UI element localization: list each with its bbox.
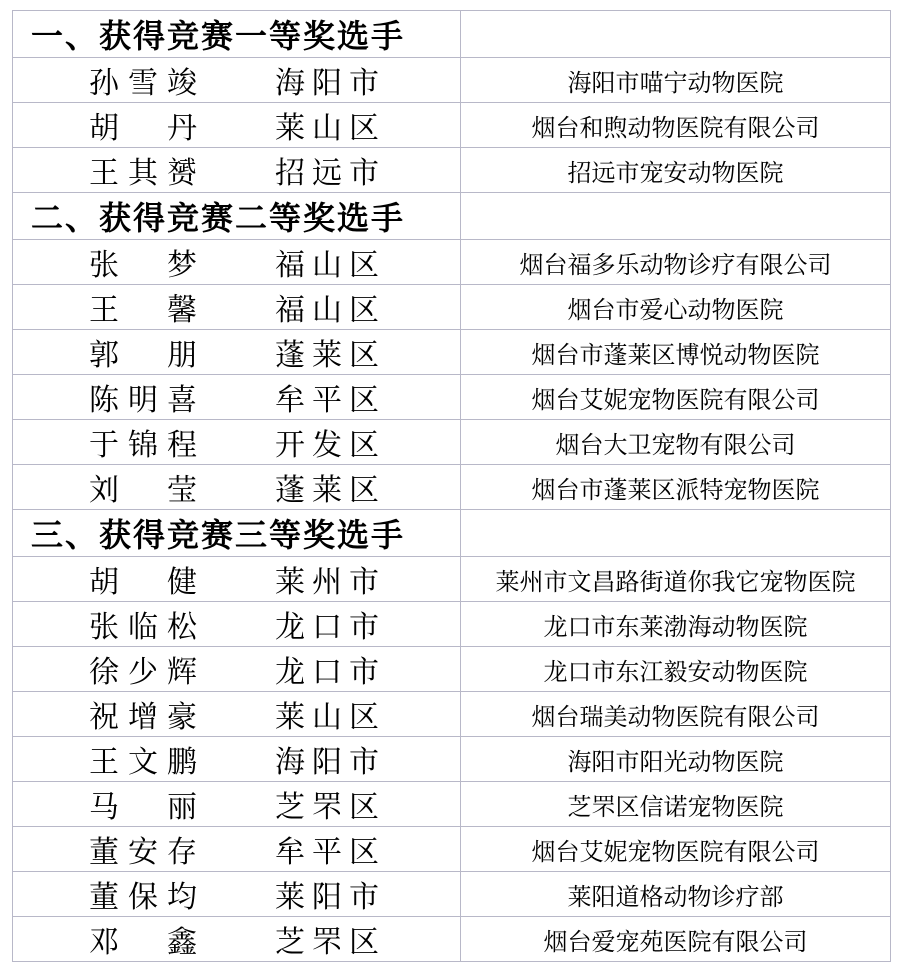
person-cell xyxy=(13,647,461,692)
winner-region: 海阳市 xyxy=(275,66,379,101)
winner-name: 祝增豪 xyxy=(89,700,197,735)
empty-cell xyxy=(461,193,891,240)
winner-region: 福山区 xyxy=(275,248,379,283)
winner-name: 董保均 xyxy=(89,880,197,915)
winner-organization: 烟台大卫宠物有限公司 xyxy=(461,420,891,465)
table-row xyxy=(13,285,891,330)
winner-organization: 烟台艾妮宠物医院有限公司 xyxy=(461,375,891,420)
section-title: 二、获得竞赛二等奖选手 xyxy=(13,193,461,240)
person-cell xyxy=(13,827,461,872)
person-cell xyxy=(13,692,461,737)
table-row xyxy=(13,782,891,827)
table-row xyxy=(13,647,891,692)
winner-region: 莱州市 xyxy=(275,565,379,600)
person-cell xyxy=(13,58,461,103)
winner-region: 牟平区 xyxy=(275,383,379,418)
winner-region: 莱阳市 xyxy=(275,880,379,915)
winner-organization: 芝罘区信诺宠物医院 xyxy=(461,782,891,827)
table-row xyxy=(13,330,891,375)
winner-region: 龙口市 xyxy=(275,610,379,645)
winner-region: 蓬莱区 xyxy=(275,338,379,373)
winner-region: 龙口市 xyxy=(275,655,379,690)
winner-region: 莱山区 xyxy=(275,700,379,735)
winner-name: 董安存 xyxy=(89,835,197,870)
winner-organization: 海阳市喵宁动物医院 xyxy=(461,58,891,103)
winner-organization: 烟台和煦动物医院有限公司 xyxy=(461,103,891,148)
winner-organization: 龙口市东江毅安动物医院 xyxy=(461,647,891,692)
winner-name: 王文鹏 xyxy=(89,745,197,780)
section-title: 一、获得竞赛一等奖选手 xyxy=(13,11,461,58)
person-cell xyxy=(13,240,461,285)
table-row xyxy=(13,58,891,103)
winner-organization: 烟台市蓬莱区派特宠物医院 xyxy=(461,465,891,510)
winner-region: 福山区 xyxy=(275,293,379,328)
person-cell xyxy=(13,782,461,827)
table-row xyxy=(13,103,891,148)
winner-region: 牟平区 xyxy=(275,835,379,870)
winner-region: 蓬莱区 xyxy=(275,473,379,508)
winner-name: 张临松 xyxy=(89,610,197,645)
winner-name: 于锦程 xyxy=(89,428,197,463)
winner-name: 张梦 xyxy=(89,248,197,283)
winner-name: 邓鑫 xyxy=(89,925,197,960)
winner-organization: 烟台市爱心动物医院 xyxy=(461,285,891,330)
winner-region: 招远市 xyxy=(275,156,379,191)
person-cell xyxy=(13,917,461,962)
empty-cell xyxy=(461,11,891,58)
table-row xyxy=(13,602,891,647)
empty-cell xyxy=(461,510,891,557)
award-winners-table xyxy=(12,10,891,962)
table-row xyxy=(13,692,891,737)
winner-name: 陈明喜 xyxy=(89,383,197,418)
person-cell xyxy=(13,465,461,510)
winner-region: 海阳市 xyxy=(275,745,379,780)
winner-name: 徐少辉 xyxy=(89,655,197,690)
section-header-row xyxy=(13,193,891,240)
table-row xyxy=(13,827,891,872)
winner-organization: 龙口市东莱渤海动物医院 xyxy=(461,602,891,647)
table-row xyxy=(13,420,891,465)
table-row xyxy=(13,737,891,782)
section-header-row xyxy=(13,510,891,557)
person-cell xyxy=(13,375,461,420)
winner-organization: 招远市宠安动物医院 xyxy=(461,148,891,193)
section-header-row xyxy=(13,11,891,58)
person-cell xyxy=(13,602,461,647)
winner-name: 王馨 xyxy=(89,293,197,328)
person-cell xyxy=(13,872,461,917)
person-cell xyxy=(13,557,461,602)
winner-name: 马丽 xyxy=(89,790,197,825)
person-cell xyxy=(13,420,461,465)
person-cell xyxy=(13,737,461,782)
table-row xyxy=(13,872,891,917)
person-cell xyxy=(13,330,461,375)
table-row xyxy=(13,465,891,510)
person-cell xyxy=(13,285,461,330)
winner-organization: 烟台市蓬莱区博悦动物医院 xyxy=(461,330,891,375)
section-title: 三、获得竞赛三等奖选手 xyxy=(13,510,461,557)
table-row xyxy=(13,557,891,602)
winner-organization: 烟台爱宠苑医院有限公司 xyxy=(461,917,891,962)
winner-name: 王其赟 xyxy=(89,156,197,191)
winner-name: 刘莹 xyxy=(89,473,197,508)
winner-organization: 烟台福多乐动物诊疗有限公司 xyxy=(461,240,891,285)
winner-region: 芝罘区 xyxy=(275,925,379,960)
winner-organization: 莱阳道格动物诊疗部 xyxy=(461,872,891,917)
winner-name: 胡丹 xyxy=(89,111,197,146)
winner-organization: 莱州市文昌路街道你我它宠物医院 xyxy=(461,557,891,602)
winner-name: 孙雪竣 xyxy=(89,66,197,101)
winner-name: 郭朋 xyxy=(89,338,197,373)
table-row xyxy=(13,917,891,962)
winner-region: 莱山区 xyxy=(275,111,379,146)
winner-organization: 海阳市阳光动物医院 xyxy=(461,737,891,782)
table-body xyxy=(13,11,891,962)
table-row xyxy=(13,240,891,285)
table-row xyxy=(13,375,891,420)
winner-organization: 烟台瑞美动物医院有限公司 xyxy=(461,692,891,737)
winner-organization: 烟台艾妮宠物医院有限公司 xyxy=(461,827,891,872)
winner-name: 胡健 xyxy=(89,565,197,600)
person-cell xyxy=(13,148,461,193)
winner-region: 芝罘区 xyxy=(275,790,379,825)
table-row xyxy=(13,148,891,193)
winner-region: 开发区 xyxy=(275,428,379,463)
person-cell xyxy=(13,103,461,148)
